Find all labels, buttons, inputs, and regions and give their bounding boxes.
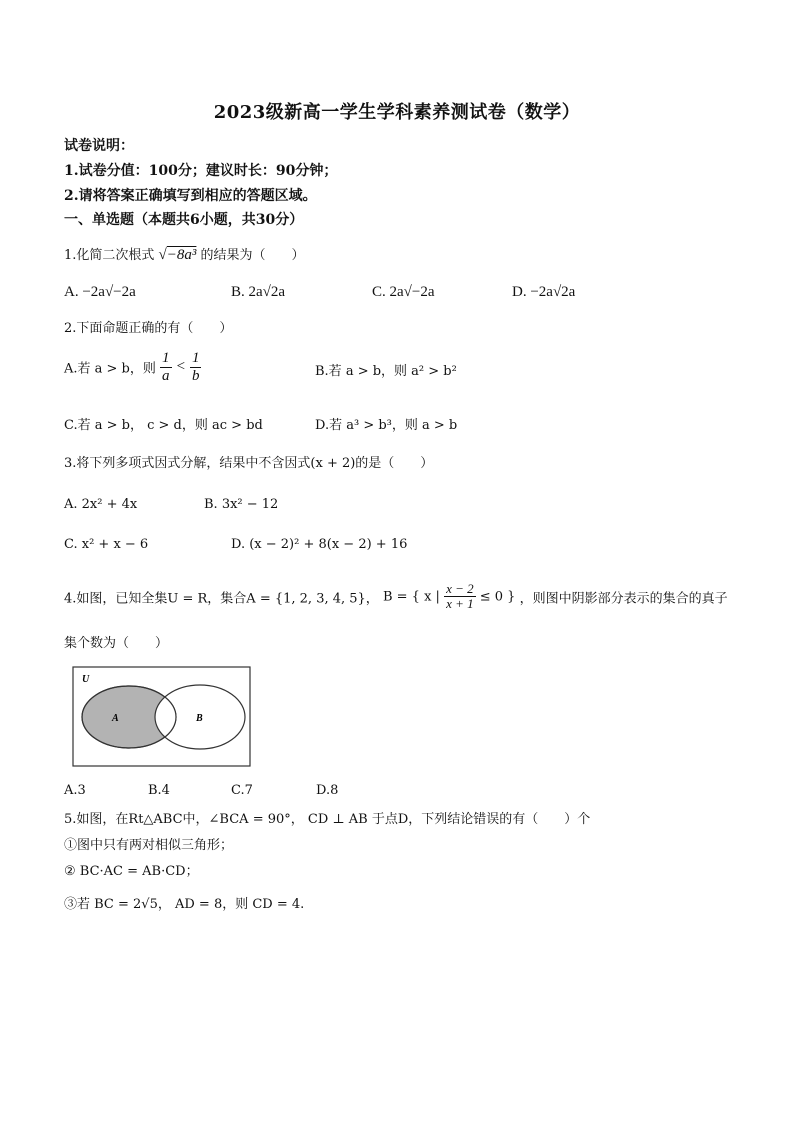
instructions-heading: 试卷说明： [64, 138, 134, 154]
instructions-line-1: 1.试卷分值：100分；建议时长：90分钟； [64, 163, 338, 179]
q2-option-d: D.若 a³ > b³，则 a > b [315, 418, 458, 433]
fraction-1-over-a: $\frac{1}{a}$ [162, 350, 170, 384]
q3-option-a: A. 2x² + 4x [64, 497, 138, 512]
fraction-set-b: $\frac{x - 2}{x + 1}$ [446, 581, 474, 612]
instructions-line-2: 2.请将答案正确填写到相应的答题区域。 [64, 188, 317, 204]
q1-option-d: D. −2a√2a [512, 284, 576, 300]
label-b: B [196, 713, 203, 724]
q2-option-c: C.若 a > b， c > d，则 ac > bd [64, 418, 263, 433]
fraction-1-over-b: $\frac{1}{b}$ [191, 350, 200, 384]
question-4-stem-line-2: 集个数为（ ） [64, 636, 169, 651]
venn-diagram [72, 666, 252, 768]
q4-option-d: D.8 [316, 783, 339, 798]
page-title: 2023级新高一学生学科素养测试卷（数学） [213, 102, 581, 123]
q1-option-a: A. −2a√−2a [64, 284, 136, 300]
q2-option-a: A.若 a > b，则 $\frac{1}{a}$ < $\frac{1}{b}$ [64, 350, 200, 384]
label-a: A [112, 713, 119, 724]
question-4-stem: 4.如图，已知全集U = R，集合A = {1, 2, 3, 4, 5}， B = { x | $\frac{x - 2}{x + 1}$ ≤ 0 } ，则图中阴影部分表示的集合的真子 [64, 581, 728, 612]
q1-option-b: B. 2a√2a [231, 284, 286, 300]
q4-option-a: A.3 [64, 783, 86, 798]
q3-option-c: C. x² + x − 6 [64, 537, 149, 552]
question-2-stem: 2.下面命题正确的有（ ） [64, 321, 233, 336]
radical-expression: √−8a³ [158, 247, 197, 263]
q1-option-c: C. 2a√−2a [372, 284, 435, 300]
q3-option-d: D. (x − 2)² + 8(x − 2) + 16 [231, 537, 408, 552]
question-3-stem: 3.将下列多项式因式分解，结果中不含因式(x + 2)的是（ ） [64, 456, 434, 471]
q3-option-b: B. 3x² − 12 [204, 497, 279, 512]
q5-statement-1: ①图中只有两对相似三角形； [64, 838, 234, 853]
q4-option-b: B.4 [148, 783, 170, 798]
question-1-stem: 1.化简二次根式 √−8a³ 的结果为（ ） [64, 247, 305, 263]
q2-option-b: B.若 a > b，则 a² > b² [315, 364, 457, 379]
q5-statement-2: ② BC·AC = AB·CD； [64, 864, 199, 879]
question-5-stem: 5.如图，在Rt△ABC中，∠BCA = 90°， CD ⊥ AB 于点D，下列结论错误的有（ ）个 [64, 812, 591, 827]
q4-option-c: C.7 [231, 783, 253, 798]
label-u: U [82, 674, 90, 685]
section-1-heading: 一、单选题（本题共6小题，共30分） [64, 212, 304, 228]
q5-statement-3: ③若 BC = 2√5， AD = 8，则 CD = 4. [64, 897, 305, 912]
